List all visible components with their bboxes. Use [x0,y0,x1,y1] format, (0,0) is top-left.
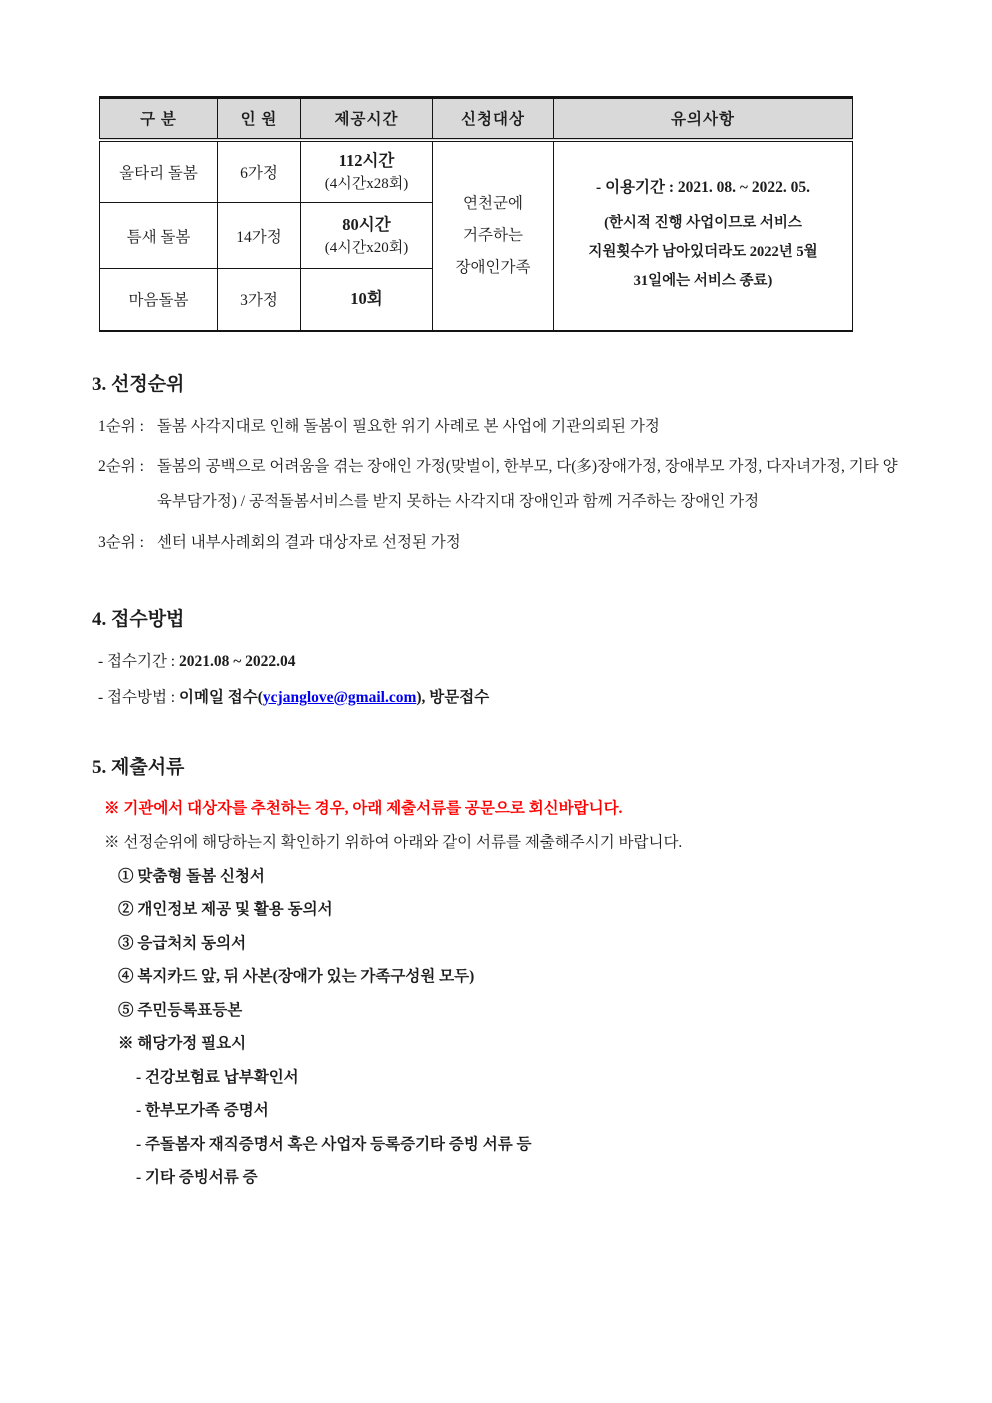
application-period-label: - 접수기간 : [98,652,179,670]
section-title-submission-documents: 5. 제출서류 [92,756,185,778]
cell-notes [554,140,853,331]
target-line: 장애인가족 [455,258,531,276]
hours-main: 112시간 [338,150,395,170]
col-header-category: 구 분 [100,98,218,140]
section-application-method [90,604,908,716]
priority-label: 2순위 : [98,457,144,475]
application-method-suffix: ), 방문접수 [416,688,490,706]
priority-text: 돌봄 사각지대로 인해 돌봄이 필요한 위기 사례로 본 사업에 기관의뢰된 가정 [156,417,660,435]
priority-item-1 [90,409,908,444]
document-item-5: ⑤ 주민등록표등본 [118,1001,243,1019]
cell-count: 3가정 [218,269,301,331]
col-header-notes: 유의사항 [554,98,853,140]
application-period-value: 2021.08 ~ 2022.04 [179,652,296,670]
section-title-application-method: 4. 접수방법 [92,608,185,630]
application-method-line [90,680,908,716]
target-line: 연천군에 [463,194,523,212]
cell-category: 울타리 돌봄 [100,140,218,203]
cell-hours [301,140,433,203]
notes-detail [558,209,848,296]
cell-hours [301,269,433,331]
target-line: 거주하는 [463,226,523,244]
notes-detail-line: 지원횟수가 남아있더라도 2022년 5월 [588,244,818,260]
table-row [100,140,853,203]
notice-verify-priority: ※ 선정순위에 해당하는지 확인하기 위하여 아래와 같이 서류를 제출해주시기 바랍니다. [104,833,683,851]
email-link[interactable]: ycjanglove@gmail.com [262,688,417,706]
document-item-2: ② 개인정보 제공 및 활용 동의서 [118,901,333,918]
hours-main: 80시간 [342,214,391,234]
table-header-row [100,98,853,140]
cell-hours [301,203,433,269]
priority-text: 센터 내부사례회의 결과 대상자로 선정된 가정 [156,533,461,551]
program-summary-table [99,96,853,332]
conditional-document-4: - 기타 증빙서류 증 [136,1169,258,1186]
section-title-selection-priority: 3. 선정순위 [92,373,185,395]
priority-text: 돌봄의 공백으로 어려움을 겪는 장애인 가정(맞벌이, 한부모, 다(多)장애가정, 장애부모 가정, 다자녀가정, 기타 양육부담가정) / 공적돌봄서비스를 받지 못하는 사각지대 장애인과 함께 거주하는 장애인 가정 [156,457,898,510]
priority-label: 1순위 : [98,417,144,435]
conditional-document-3: - 주돌봄자 재직증명서 혹은 사업자 등록증기타 증빙 서류 등 [136,1135,532,1153]
application-period-line [90,644,908,680]
hours-sub: (4시간x20회) [324,239,409,256]
notice-agency-recommendation: ※ 기관에서 대상자를 추천하는 경우, 아래 제출서류를 공문으로 회신바랍니다. [104,799,623,817]
hours-main: 10회 [350,289,383,309]
hours-sub: (4시간x28회) [324,175,409,192]
document-item-4: ④ 복지카드 앞, 뒤 사본(장애가 있는 가족구성원 모두) [118,968,475,985]
conditional-document-1: - 건강보험료 납부확인서 [136,1068,299,1086]
col-header-count: 인 원 [218,98,301,140]
document-item-1: ① 맞춤형 돌봄 신청서 [118,867,265,885]
document-item-3: ③ 응급처치 동의서 [118,934,247,952]
conditional-document-2: - 한부모가족 증명서 [136,1102,269,1119]
application-method-prefix: 이메일 접수( [179,688,263,706]
cell-category: 마음돌봄 [100,269,218,331]
priority-item-3 [90,525,908,560]
cell-count: 6가정 [218,140,301,203]
section-submission-documents [90,752,908,1195]
conditional-documents-header: ※ 해당가정 필요시 [118,1035,247,1052]
priority-label: 3순위 : [98,533,144,551]
application-method-label: - 접수방법 : [98,688,179,706]
section-selection-priority [90,369,908,560]
col-header-target: 신청대상 [433,98,554,140]
cell-application-target [433,140,554,331]
notes-detail-line: 31일에는 서비스 종료) [633,273,773,289]
priority-item-2 [90,449,908,519]
cell-category: 틈새 돌봄 [100,203,218,269]
notes-detail-line: (한시적 진행 사업이므로 서비스 [604,215,802,231]
col-header-hours: 제공시간 [301,98,433,140]
notes-usage-period: - 이용기간 : 2021. 08. ~ 2022. 05. [596,179,810,196]
cell-count: 14가정 [218,203,301,269]
